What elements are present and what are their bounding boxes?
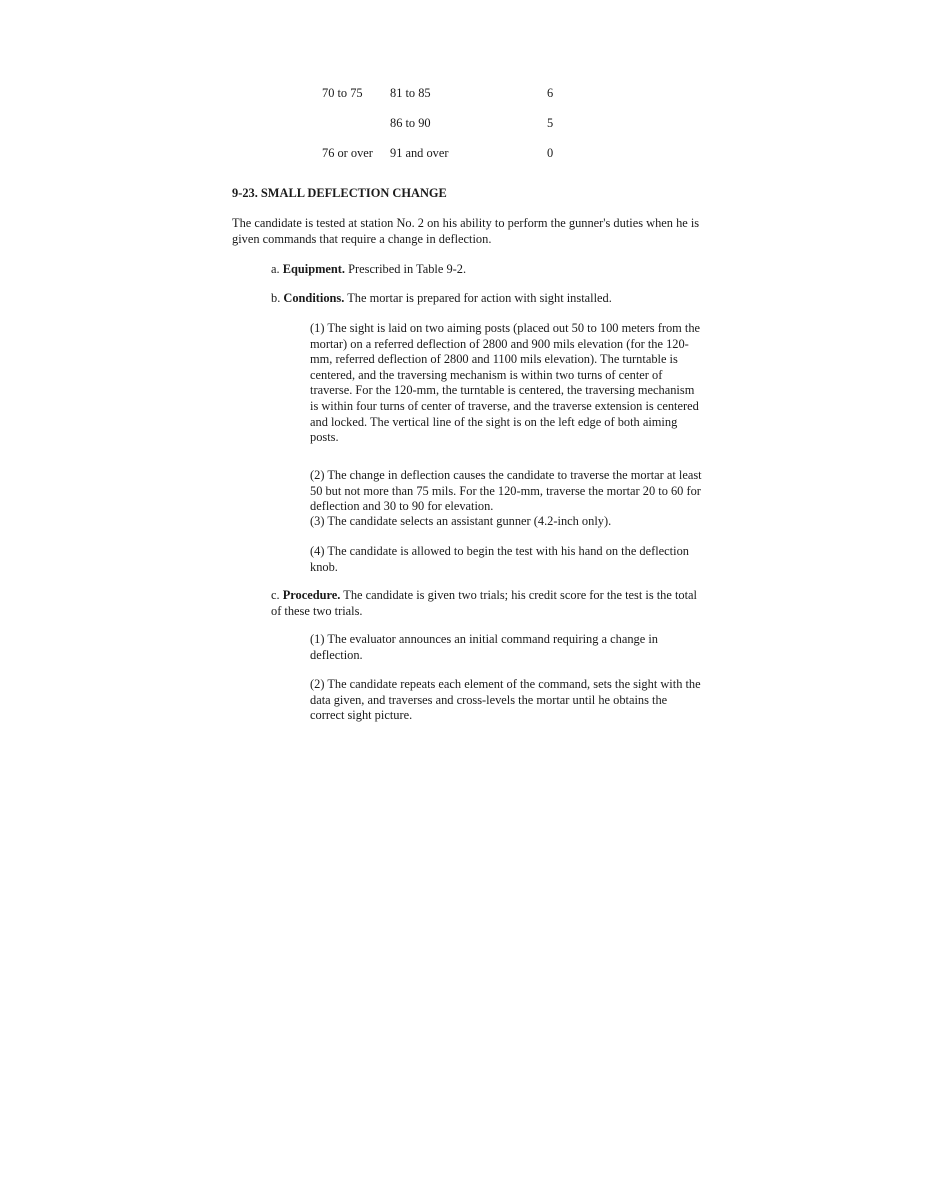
item-prefix: a.	[271, 262, 283, 276]
conditions-text: The mortar is prepared for action with sight installed.	[344, 291, 612, 305]
procedure-item-2: (2) The candidate repeats each element of the command, sets the sight with the data given, and traverses and cross-levels the mortar until he obtains the correct sight picture.	[310, 677, 701, 723]
table-cell-score: 6	[547, 86, 554, 100]
procedure-text: The candidate is given two trials; his credit score for the test is the total of these two trials.	[271, 588, 697, 618]
intro-paragraph: The candidate is tested at station No. 2 on his ability to perform the gunner's duties when he is given commands that require a change in deflection.	[232, 216, 700, 246]
table-cell-range-b: 81 to 85	[390, 86, 431, 100]
table-row	[322, 116, 582, 146]
conditions-item-4: (4) The candidate is allowed to begin the test with his hand on the deflection knob.	[310, 544, 689, 574]
section-heading: 9-23. SMALL DEFLECTION CHANGE	[232, 186, 447, 200]
table-cell-range-a: 76 or over	[322, 146, 373, 160]
table-cell-range-b: 86 to 90	[390, 116, 431, 130]
conditions-item-3: (3) The candidate selects an assistant gunner (4.2-inch only).	[310, 514, 612, 528]
table-row	[322, 86, 582, 116]
equipment-text: Prescribed in Table 9-2.	[345, 262, 467, 276]
procedure-label: Procedure.	[282, 588, 341, 602]
equipment-label: Equipment.	[282, 262, 346, 276]
table-cell-range-a: 70 to 75	[322, 86, 363, 100]
item-prefix: b.	[271, 291, 284, 305]
table-cell-score: 5	[547, 116, 554, 130]
table-cell-score: 0	[547, 146, 554, 160]
conditions-label: Conditions.	[283, 291, 345, 305]
table-row	[322, 146, 582, 176]
procedure-paragraph	[271, 588, 701, 619]
score-table	[322, 86, 582, 176]
equipment-paragraph	[271, 262, 701, 278]
conditions-item-1: (1) The sight is laid on two aiming posts (placed out 50 to 100 meters from the mortar) on a referred deflection of 2800 and 900 mils elevation (for the 120-mm, referred deflection of 2800 and 1100 mils elevation). The turntable is centered, and the traversing mechanism is within two turns of center of traverse. For the 120-mm, the turntable is centered, the traversing mechanism is within four turns of center of traverse, and the traverse extension is centered and locked. The vertical line of the sight is on the left edge of both aiming posts.	[310, 321, 701, 445]
item-prefix: c.	[271, 588, 283, 602]
procedure-item-1: (1) The evaluator announces an initial command requiring a change in deflection.	[310, 632, 658, 662]
table-cell-range-b: 91 and over	[390, 146, 449, 160]
conditions-paragraph	[271, 291, 701, 307]
conditions-item-2: (2) The change in deflection causes the candidate to traverse the mortar at least 50 but not more than 75 mils. For the 120-mm, traverse the mortar 20 to 60 for deflection and 30 to 90 for elevation.	[310, 468, 702, 514]
